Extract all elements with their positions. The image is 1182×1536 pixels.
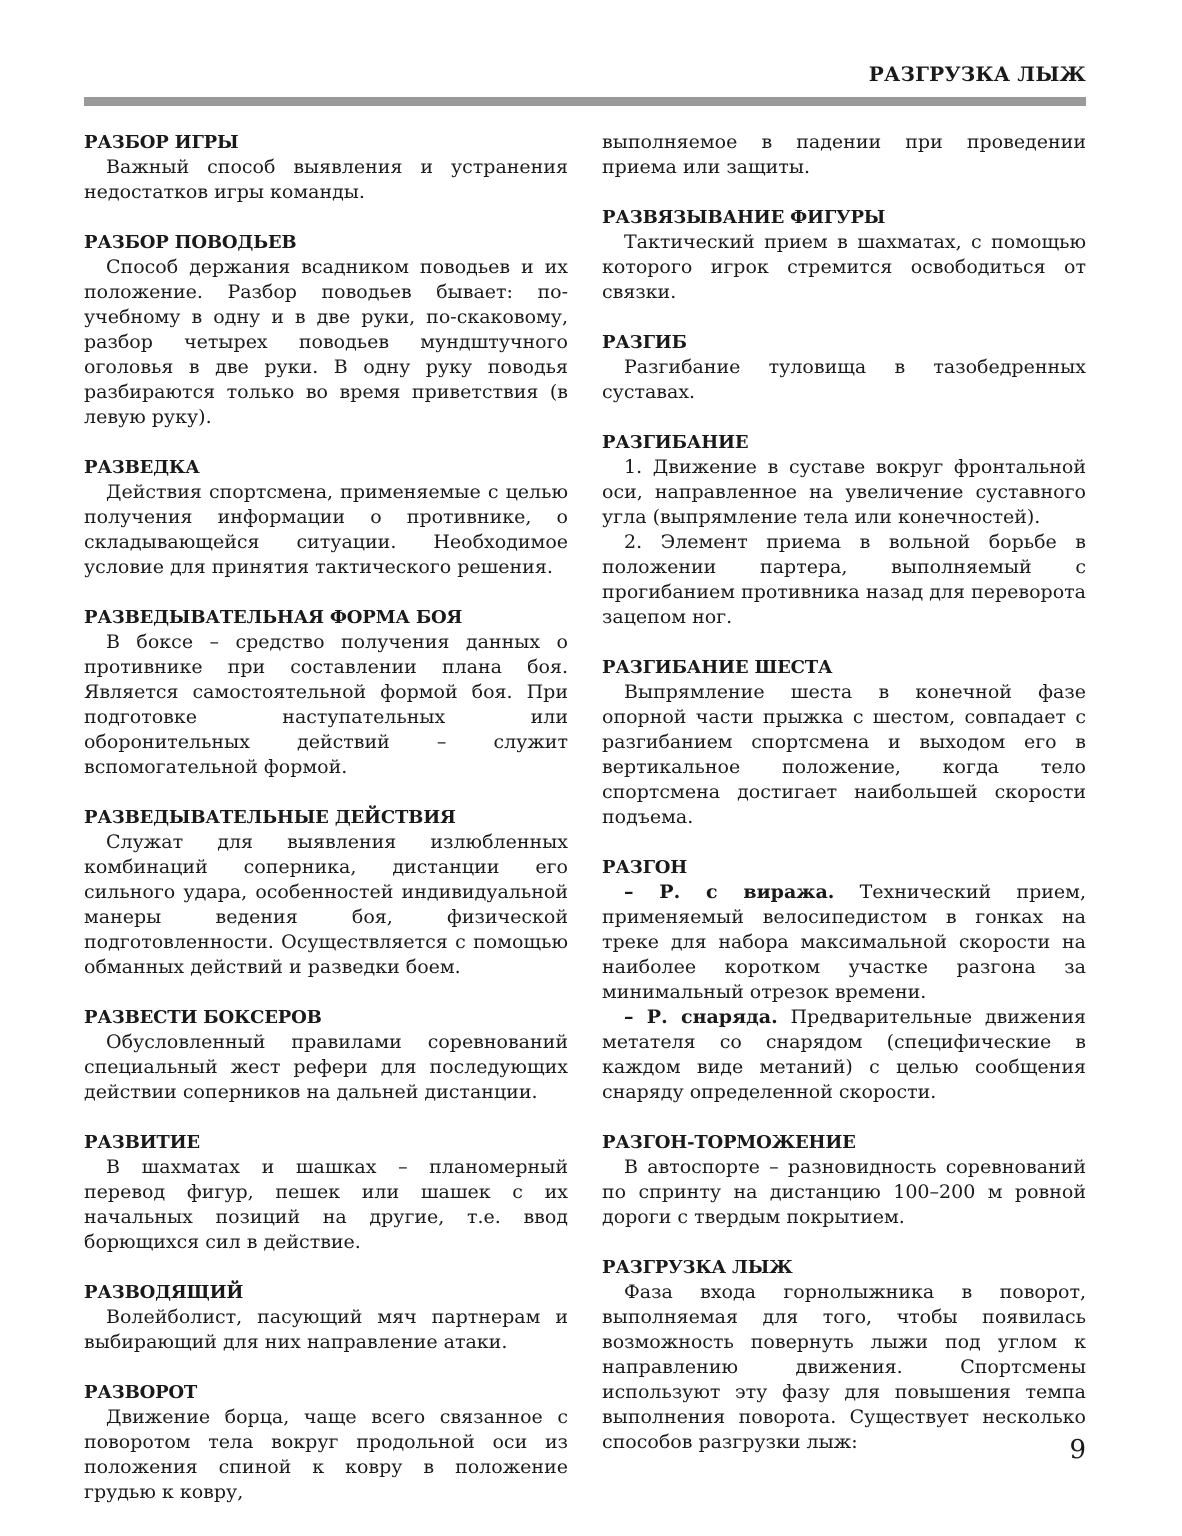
entry-term: РАЗГОН-ТОРМОЖЕНИЕ (602, 1132, 856, 1153)
entry-definition: Важный способ выявления и устранения недостатков игры команды. (84, 156, 568, 203)
entry-definition: В автоспорте – разновидность соревнований по спринту на дистанцию 100–200 м ровной дороги с твердым покрытием. (602, 1156, 1086, 1228)
page-number: 9 (1069, 1435, 1086, 1465)
dictionary-entry (602, 430, 1086, 630)
entry-definition: В шахматах и шашках – планомерный перевод фигур, пешек или шашек с их начальных позиций на другие, т.е. ввод борющихся сил в действие. (84, 1156, 568, 1253)
subentry-label: – Р. с виража. (624, 881, 835, 903)
entry-term: РАЗВОДЯЩИЙ (84, 1282, 244, 1303)
entry-definition: Способ держания всадником поводьев и их положение. Разбор поводьев бывает: по-учебному в одну и в две руки, по-скаковому, разбор четырех поводьев мундштучного оголовья в две руки. В одну руку поводья разбираются только во время приветствия (в левую руку). (84, 256, 568, 428)
entry-definition: 2. Элемент приема в вольной борьбе в положении партера, выполняемый с прогибанием противника назад для переворота зацепом ног. (602, 531, 1086, 628)
entry-term: РАЗВЕСТИ БОКСЕРОВ (84, 1007, 322, 1028)
dictionary-entry (84, 1380, 568, 1505)
entry-term: РАЗБОР ПОВОДЬЕВ (84, 232, 297, 253)
dictionary-entry (84, 1130, 568, 1255)
dictionary-entry (602, 655, 1086, 830)
entry-definition: Действия спортсмена, применяемые с целью получения информации о противнике, о складывающейся ситуации. Необходимое условие для принятия тактического решения. (84, 481, 568, 578)
entry-term: РАЗГИБАНИЕ (602, 432, 749, 453)
dictionary-entry (84, 130, 568, 205)
dictionary-entry (84, 230, 568, 430)
dictionary-entry (602, 1255, 1086, 1455)
dictionary-entry (84, 1005, 568, 1105)
dictionary-entry (84, 605, 568, 780)
entry-term: РАЗВИТИЕ (84, 1132, 200, 1153)
entry-definition: Выпрямление шеста в конечной фазе опорной части прыжка с шестом, совпадает с разгибанием спортсмена и выходом его в вертикальное положение, когда тело спортсмена достигает наибольшей скорости подъема. (602, 681, 1086, 828)
entry-definition: Волейболист, пасующий мяч партнерам и выбирающий для них направление атаки. (84, 1306, 568, 1353)
dictionary-columns (84, 130, 1086, 1503)
entry-definition: Служат для выявления излюбленных комбинаций соперника, дистанции его сильного удара, особенностей индивидуальной манеры ведения боя, физической подготовленности. Осуществляется с помощью обманных действий и разведки боем. (84, 831, 568, 978)
dictionary-entry (84, 455, 568, 580)
dictionary-entry (84, 1280, 568, 1355)
dictionary-entry (602, 330, 1086, 405)
running-head: РАЗГРУЗКА ЛЫЖ (868, 62, 1086, 86)
header-rule (84, 97, 1086, 106)
entry-term: РАЗГОН (602, 857, 688, 878)
subentry (602, 880, 1086, 1005)
entry-definition: Обусловленный правилами соревнований специальный жест рефери для последующих действии соперников на дальней дистанции. (84, 1031, 568, 1103)
entry-definition: 1. Движение в суставе вокруг фронтальной оси, направленное на увеличение суставного угла (выпрямление тела или конечностей). (602, 456, 1086, 528)
subentry-label: – Р. снаряда. (624, 1006, 778, 1028)
entry-definition: Разгибание туловища в тазобедренных суставах. (602, 356, 1086, 403)
entry-term: РАЗГРУЗКА ЛЫЖ (602, 1257, 793, 1278)
entry-definition: В боксе – средство получения данных о противнике при составлении плана боя. Является самостоятельной формой боя. При подготовке наступательных или оборонительных действий – служит вспомогательной формой. (84, 631, 568, 778)
entry-term: РАЗГИБ (602, 332, 687, 353)
entry-term: РАЗВЕДКА (84, 457, 200, 478)
subentry (602, 1005, 1086, 1105)
dictionary-entry (602, 855, 1086, 1105)
entry-term: РАЗВЕДЫВАТЕЛЬНАЯ ФОРМА БОЯ (84, 607, 463, 628)
dictionary-entry (84, 805, 568, 980)
entry-definition-continued: выполняемое в падении при проведении приема или защиты. (602, 131, 1086, 178)
subentry-text: Предварительные движения метателя со снарядом (специфические в каждом виде метаний) с целью сообщения снаряду определенной скорости. (602, 1006, 1086, 1103)
entry-term: РАЗБОР ИГРЫ (84, 132, 239, 153)
subentry-text: Технический прием, применяемый велосипедистом в гонках на треке для набора максимальной скорости на наиболее коротком участке разгона за минимальный отрезок времени. (602, 881, 1086, 1003)
entry-term: РАЗВОРОТ (84, 1382, 198, 1403)
entry-definition: Движение борца, чаще всего связанное с поворотом тела вокруг продольной оси из положения спиной к ковру в положение грудью к ковру, (84, 1406, 568, 1503)
entry-term: РАЗГИБАНИЕ ШЕСТА (602, 657, 833, 678)
entry-continuation (602, 130, 1086, 180)
right-column (602, 130, 1086, 1453)
entry-definition: Фаза входа горнолыжника в поворот, выполняемая для того, чтобы появилась возможность повернуть лыжи под углом к направлению движения. Спортсмены используют эту фазу для повышения темпа выполнения поворота. Существует несколько способов разгрузки лыж: (602, 1281, 1086, 1453)
entry-definition: Тактический прием в шахматах, с помощью которого игрок стремится освободиться от связки. (602, 231, 1086, 303)
entry-term: РАЗВЯЗЫВАНИЕ ФИГУРЫ (602, 207, 886, 228)
entry-term: РАЗВЕДЫВАТЕЛЬНЫЕ ДЕЙСТВИЯ (84, 807, 456, 828)
dictionary-entry (602, 1130, 1086, 1230)
dictionary-entry (602, 205, 1086, 305)
left-column (84, 130, 568, 1503)
